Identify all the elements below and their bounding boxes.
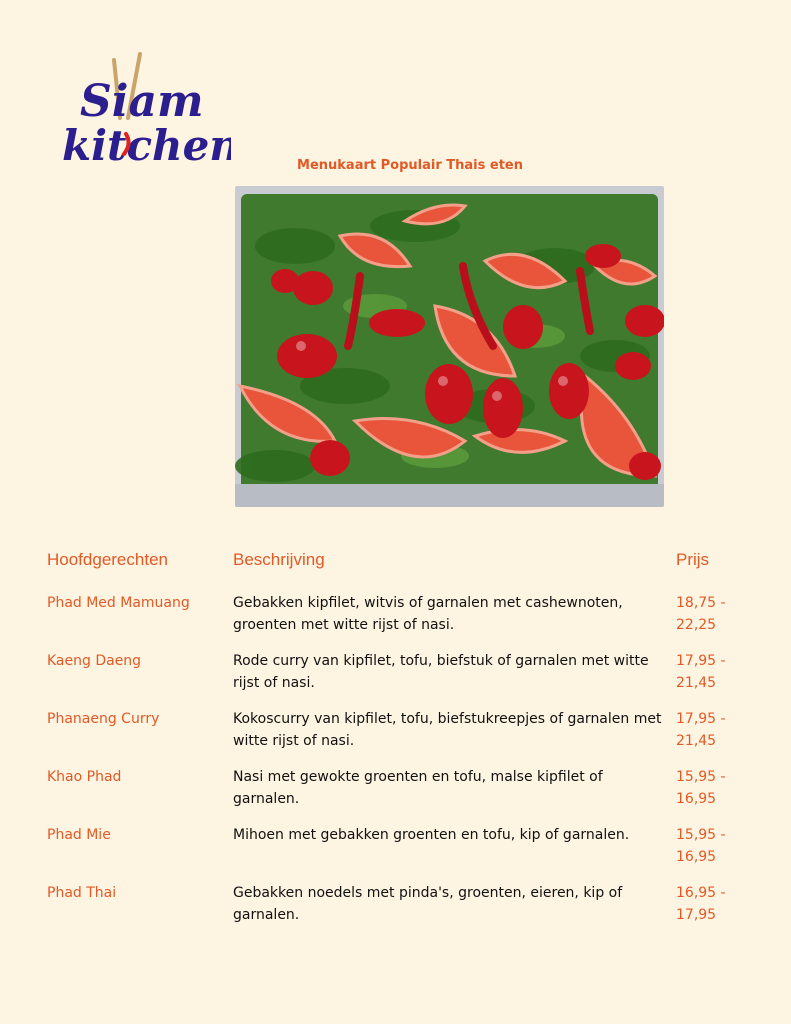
header-dish: Hoofdgerechten <box>47 550 168 569</box>
price-to: 16,95 <box>676 791 717 807</box>
price-to: 17,95 <box>676 907 717 923</box>
dish-price <box>676 592 736 636</box>
price-to: 16,95 <box>676 849 717 865</box>
dish-name: Phad Mie <box>47 827 111 843</box>
price-to: 22,25 <box>676 617 717 633</box>
price-from: 17,95 - <box>676 711 726 727</box>
siam-kitchen-logo <box>56 48 231 176</box>
menu-row <box>0 824 791 882</box>
price-to: 21,45 <box>676 733 717 749</box>
dish-price <box>676 824 736 868</box>
dish-description: Gebakken noedels met pinda's, groenten, eieren, kip of garnalen. <box>233 885 623 923</box>
dish-description: Kokoscurry van kipfilet, tofu, biefstukreepjes of garnalen met witte rijst of nasi. <box>233 711 662 749</box>
dish-description: Mihoen met gebakken groenten en tofu, kip of garnalen. <box>233 827 630 843</box>
price-from: 16,95 - <box>676 885 726 901</box>
dish-name: Phad Med Mamuang <box>47 595 190 611</box>
dish-description: Nasi met gewokte groenten en tofu, malse kipfilet of garnalen. <box>233 769 603 807</box>
dish-price <box>676 650 736 694</box>
dish-description: Gebakken kipfilet, witvis of garnalen met cashewnoten, groenten met witte rijst of nasi. <box>233 595 623 633</box>
menu-row <box>0 708 791 766</box>
price-from: 15,95 - <box>676 769 726 785</box>
dish-price <box>676 708 736 752</box>
dish-name: Kaeng Daeng <box>47 653 142 669</box>
menu-row <box>0 592 791 650</box>
dish-name: Khao Phad <box>47 769 122 785</box>
dish-name: Phanaeng Curry <box>47 711 160 727</box>
price-from: 17,95 - <box>676 653 726 669</box>
menu-subtitle: Menukaart Populair Thais eten <box>297 158 523 173</box>
dish-price <box>676 882 736 926</box>
dish-name: Phad Thai <box>47 885 117 901</box>
header-price: Prijs <box>676 550 710 569</box>
menu-row <box>0 650 791 708</box>
menu-row <box>0 766 791 824</box>
svg-text:Siam: Siam <box>80 76 204 127</box>
header-description: Beschrijving <box>233 550 325 569</box>
price-to: 21,45 <box>676 675 717 691</box>
salad-photo <box>235 186 664 507</box>
dish-description: Rode curry van kipfilet, tofu, biefstuk of garnalen met witte rijst of nasi. <box>233 653 649 691</box>
price-from: 18,75 - <box>676 595 726 611</box>
price-from: 15,95 - <box>676 827 726 843</box>
dish-price <box>676 766 736 810</box>
menu-row <box>0 882 791 940</box>
svg-text:kitchen: kitchen <box>62 121 231 170</box>
